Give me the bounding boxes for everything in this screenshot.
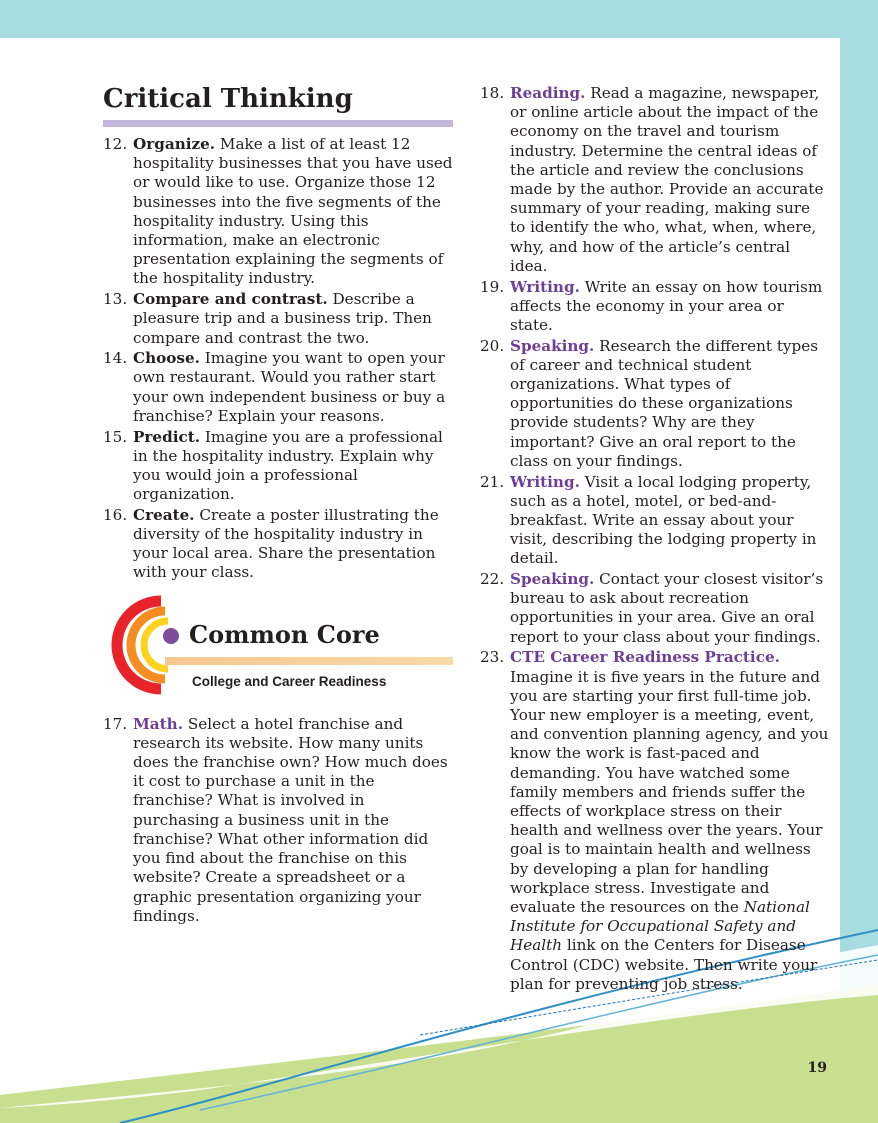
item-label: Organize. <box>133 135 216 153</box>
item-label: Speaking. <box>510 570 595 589</box>
page-number: 19 <box>807 1060 827 1076</box>
common-core-list-left <box>103 715 453 926</box>
item-label: Predict. <box>133 427 201 446</box>
item-text: Imagine you want to open your own restaurant. Would you rather start your own independent business or buy a franchise? Explain your reasons. <box>133 349 446 425</box>
critical-thinking-list <box>103 135 453 583</box>
item-number: 19. <box>480 277 505 296</box>
item-label: Math. <box>133 714 183 733</box>
item-number: 18. <box>480 84 505 102</box>
list-item <box>103 428 453 505</box>
list-item <box>480 278 830 336</box>
item-label: Writing. <box>510 277 580 296</box>
item-label: Writing. <box>510 472 580 491</box>
list-item <box>103 290 453 348</box>
item-text: Describe a pleasure trip and a business trip. Then compare and contrast the two. <box>133 290 432 347</box>
list-item <box>480 337 830 471</box>
left-column <box>103 84 453 927</box>
item-number: 23. <box>480 648 505 667</box>
item-label: Create. <box>133 505 195 524</box>
list-item <box>480 473 830 569</box>
item-text: Read a magazine, newspaper, or online article about the impact of the economy on the travel and tourism industry. Determine the central ideas of the article and review the conclusions made by the author. Provide an accurate summary of your reading, making sure to identify the who, what, when, where, why, and how of the article’s central idea. <box>510 84 824 275</box>
common-core-subtitle: College and Career Readiness <box>192 673 387 689</box>
item-label: Compare and contrast. <box>133 290 328 309</box>
right-column <box>480 84 830 996</box>
item-number: 14. <box>103 349 128 368</box>
niosh-italic-title: National Institute for Occupational Safety and Health <box>510 898 810 955</box>
list-item <box>480 570 830 647</box>
item-text: Imagine you are a professional in the hospitality industry. Explain why you would join a professional organization. <box>133 427 443 504</box>
common-core-heading: Common Core <box>189 619 380 649</box>
list-item <box>103 506 453 583</box>
item-label: Choose. <box>133 349 200 368</box>
item-text: Research the different types of career and technical student organizations. What types of opportunities do these organizations provide students? Why are they important? Give an oral report to the class on your findings. <box>510 336 819 470</box>
heading-rule <box>165 657 453 665</box>
item-text: Imagine it is five years in the future and you are starting your first full-time job. Your new employer is a meeting, event, and convention planning agency, and you know the work is fast-paced and demanding. You have watched some family members and friends suffer the effects of workplace stress on their health and wellness over the years. Your goal is to maintain health and wellness by developing a plan for handling workplace stress. Investigate and evaluate the resources on the <box>510 667 829 917</box>
item-number: 17. <box>103 714 128 733</box>
common-core-arcs-icon <box>103 595 173 695</box>
common-core-list-right <box>480 84 830 994</box>
common-core-header <box>103 595 453 707</box>
critical-thinking-heading: Critical Thinking <box>103 84 453 127</box>
list-item <box>480 84 830 276</box>
item-text: Select a hotel franchise and research its website. How many units does the franchise own? How much does it cost to purchase a unit in the franchise? What is involved in purchasing a business unit in the franchise? What other information did you find about the franchise on this website? Create a spreadsheet or a graphic presentation organizing your findings. <box>133 714 448 925</box>
item-number: 16. <box>103 505 128 524</box>
bullet-dot-icon <box>163 628 179 644</box>
item-label: Reading. <box>510 84 586 102</box>
item-label: Speaking. <box>510 336 595 355</box>
item-text: Create a poster illustrating the diversity of the hospitality industry in your local area. Share the presentation with your class. <box>133 505 439 582</box>
item-number: 12. <box>103 135 128 153</box>
item-text: Contact your closest visitor’s bureau to ask about recreation opportunities in your area. Give an oral report to your class about your findings. <box>510 570 824 646</box>
item-text: Visit a local lodging property, such as a hotel, motel, or bed-and-breakfast. Write an essay about your visit, describing the lodging property in detail. <box>510 472 817 568</box>
list-item <box>480 648 830 994</box>
item-text: Write an essay on how tourism affects the economy in your area or state. <box>510 277 823 334</box>
item-number: 21. <box>480 472 505 491</box>
list-item <box>103 135 453 289</box>
item-label: CTE Career Readiness Practice. <box>510 648 780 667</box>
item-text: Make a list of at least 12 hospitality businesses that you have used or would like to use. Organize those 12 businesses into the five segments of the hospitality industry. Using this information, make an electronic presentation explaining the segments of the hospitality industry. <box>133 135 453 288</box>
item-number: 15. <box>103 427 128 446</box>
list-item <box>103 349 453 426</box>
item-number: 22. <box>480 570 505 589</box>
list-item <box>103 715 453 926</box>
item-number: 20. <box>480 336 505 355</box>
item-number: 13. <box>103 290 128 309</box>
item-text-continued: link on the Centers for Disease Control (CDC) website. Then write your plan for preventing job stress. <box>510 936 818 993</box>
